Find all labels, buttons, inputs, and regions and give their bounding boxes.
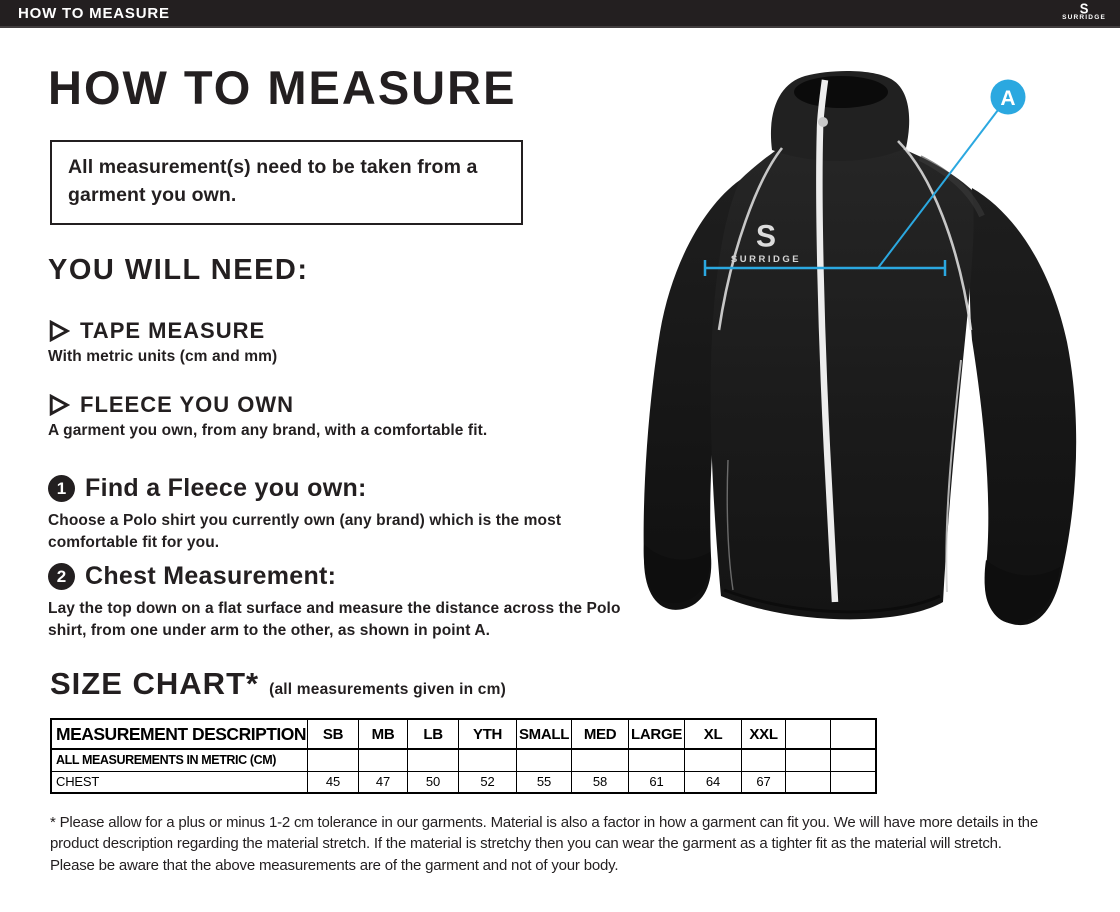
need-item-description: A garment you own, from any brand, with a comfortable fit.	[48, 422, 488, 439]
table-cell: 47	[359, 771, 408, 793]
jacket-right-sleeve	[970, 188, 1076, 625]
svg-text:SURRIDGE: SURRIDGE	[730, 254, 802, 265]
column-header	[786, 719, 831, 749]
column-header: MEASUREMENT DESCRIPTION	[51, 719, 308, 749]
need-item-description: With metric units (cm and mm)	[48, 348, 278, 365]
step-title: Chest Measurement:	[85, 562, 337, 590]
column-header: MB	[359, 719, 408, 749]
column-header: XL	[685, 719, 742, 749]
table-cell	[629, 749, 685, 771]
surridge-logo	[1062, 0, 1106, 22]
step-title: Find a Fleece you own:	[85, 474, 367, 502]
column-header: YTH	[459, 719, 517, 749]
need-item-tape-measure	[48, 318, 277, 366]
step-description: Choose a Polo shirt you currently own (any brand) which is the most comfortable fit for you.	[48, 512, 562, 552]
svg-text:S: S	[755, 217, 777, 254]
surridge-logo-wordmark: SURRIDGE	[1062, 14, 1106, 22]
triangle-bullet-icon	[48, 320, 70, 342]
step-description: Lay the top down on a flat surface and measure the distance across the Polo shirt, from one under arm to the other, as shown in point A.	[48, 600, 621, 640]
table-cell	[308, 749, 359, 771]
table-row-chest	[51, 771, 876, 793]
table-cell: 67	[742, 771, 786, 793]
step-1	[48, 474, 623, 555]
size-chart-subtitle: (all measurements given in cm)	[269, 681, 506, 698]
size-chart-title: SIZE CHART*	[50, 666, 260, 701]
top-bar	[0, 0, 1120, 28]
column-header: SB	[308, 719, 359, 749]
column-header	[831, 719, 876, 749]
fleece-jacket-illustration	[620, 30, 1120, 675]
table-cell: 45	[308, 771, 359, 793]
table-cell	[685, 749, 742, 771]
table-cell: 64	[685, 771, 742, 793]
table-cell: 58	[572, 771, 629, 793]
fleece-jacket-figure	[620, 30, 1120, 675]
step-2	[48, 562, 623, 643]
table-cell	[459, 749, 517, 771]
row-label: ALL MEASUREMENTS IN METRIC (CM)	[51, 749, 308, 771]
table-cell	[517, 749, 572, 771]
jacket-zipper-pull	[818, 117, 828, 127]
table-cell	[831, 771, 876, 793]
need-item-label: FLEECE YOU OWN	[80, 392, 295, 417]
column-header: MED	[572, 719, 629, 749]
column-header: LB	[408, 719, 459, 749]
table-cell: 50	[408, 771, 459, 793]
table-header-row	[51, 719, 876, 749]
note-box	[50, 140, 523, 225]
need-item-fleece	[48, 392, 487, 440]
jacket-body	[711, 141, 974, 619]
table-cell	[572, 749, 629, 771]
table-cell	[831, 749, 876, 771]
jacket-neck-opening	[794, 76, 888, 108]
step-number-badge: 1	[48, 475, 75, 502]
table-cell	[786, 749, 831, 771]
column-header: SMALL	[517, 719, 572, 749]
column-header: LARGE	[629, 719, 685, 749]
page-title: HOW TO MEASURE	[48, 61, 517, 114]
surridge-s-icon: S	[1079, 0, 1089, 18]
point-a-marker	[991, 80, 1026, 115]
note-text: All measurement(s) need to be taken from a garment you own.	[68, 156, 478, 206]
size-chart-table	[50, 718, 877, 794]
step-number-badge: 2	[48, 563, 75, 590]
table-cell	[359, 749, 408, 771]
table-cell: 52	[459, 771, 517, 793]
table-cell: 55	[517, 771, 572, 793]
column-header: XXL	[742, 719, 786, 749]
size-chart-heading	[50, 666, 506, 702]
table-cell	[742, 749, 786, 771]
table-row-metric	[51, 749, 876, 771]
need-item-label: TAPE MEASURE	[80, 318, 266, 343]
point-a-label: A	[1000, 87, 1016, 110]
you-will-need-heading: YOU WILL NEED:	[48, 254, 309, 286]
top-bar-title: HOW TO MEASURE	[18, 4, 170, 22]
table-cell: 61	[629, 771, 685, 793]
triangle-bullet-icon	[48, 394, 70, 416]
footnote-text: * Please allow for a plus or minus 1-2 cm tolerance in our garments. Material is also a factor in how a garment can fit you. We will have more details in the product description regarding the material stretch. If the material is stretchy then you can wear the garment as a tighter fit as the material will stretch. Please be aware that the above measurements are of the garment and not of your body.	[50, 814, 1038, 874]
row-label: CHEST	[51, 771, 308, 793]
table-cell	[786, 771, 831, 793]
table-cell	[408, 749, 459, 771]
